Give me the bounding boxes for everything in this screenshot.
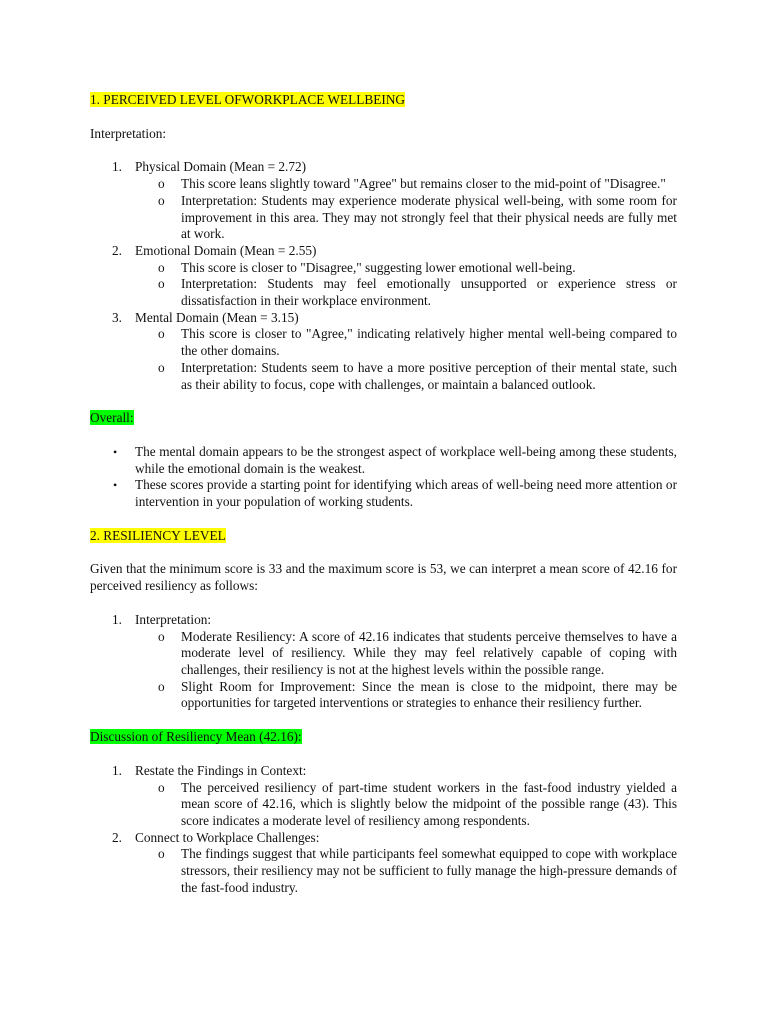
list-number: 2. [112,829,122,845]
sub-bullet-marker: o [158,678,165,694]
list-item-title: Interpretation: [135,611,212,627]
sub-list-item [90,260,677,277]
discussion-label: Discussion of Resiliency Mean (42.16): [90,729,302,745]
sub-list-item [90,360,677,393]
sub-bullet-marker: o [158,779,165,795]
sub-list-item-text: Interpretation: Students may feel emotionally unsupported or experience stress or dissatisfaction in their workplace environment. [181,276,677,309]
list-item-title: Mental Domain (Mean = 3.15) [135,309,299,325]
document-page [90,92,677,896]
sub-list-item-text: This score is closer to "Agree," indicating relatively higher mental well-being compared to the other domains. [181,326,677,359]
sub-list [90,846,677,896]
sub-list [90,176,677,243]
bullet-item-text: The mental domain appears to be the strongest aspect of workplace well-being among these students, while the emotional domain is the weakest. [135,443,677,476]
sub-list [90,326,677,393]
sub-bullet-marker: o [158,176,165,192]
sub-list-item-text: Moderate Resiliency: A score of 42.16 indicates that students perceive themselves to have a moderate level of resiliency. While they may feel relatively capable of coping with challenges, their resiliency is not at the highest levels within the possible range. [181,628,677,677]
list-item-title: Emotional Domain (Mean = 2.55) [135,242,317,258]
sub-bullet-marker: o [158,192,165,208]
sub-list-item [90,780,677,830]
discussion-heading [90,729,677,746]
list-number: 1. [112,611,122,627]
section-1-heading-text: 1. PERCEIVED LEVEL OFWORKPLACE WELLBEING [90,92,406,107]
list-item-interpretation [90,612,677,629]
overall-bullet-list [90,444,677,511]
sub-list-item-text: The perceived resiliency of part-time student workers in the fast-food industry yielded a mean score of 42.16, which is slightly below the midpoint of the possible range (43). This score indicates a moderate level of resiliency among respondents. [181,779,677,828]
list-item-title: Connect to Workplace Challenges: [135,829,320,845]
sub-list-item [90,326,677,359]
bullet-list-item [90,477,677,510]
sub-list-item [90,176,677,193]
sub-bullet-marker: o [158,359,165,375]
list-item-physical-domain [90,159,677,176]
sub-bullet-marker: o [158,276,165,292]
sub-list [90,260,677,310]
sub-list-item-text: Slight Room for Improvement: Since the mean is close to the midpoint, there may be opportunities for targeted interventions or strategies to enhance their resiliency further. [181,678,677,711]
list-number: 3. [112,309,122,325]
list-number: 1. [112,159,122,175]
section-2-heading [90,528,677,545]
overall-heading [90,410,677,427]
list-number: 2. [112,242,122,258]
section-1-heading [90,92,677,109]
sub-list-item-text: The findings suggest that while participants feel somewhat equipped to cope with workplace stressors, their resiliency may not be sufficient to fully manage the high-pressure demands of the fast-food industry. [181,846,677,895]
section-2-numbered-list [90,612,677,712]
sub-list [90,629,677,713]
interpretation-label: Interpretation: [90,125,167,141]
sub-bullet-marker: o [158,628,165,644]
list-item-workplace-challenges [90,830,677,847]
sub-bullet-marker: o [158,326,165,342]
overall-label: Overall: [90,410,134,426]
sub-list-item-text: Interpretation: Students seem to have a more positive perception of their mental state, such as their ability to focus, cope with challenges, or maintain a balanced outlook. [181,359,677,392]
section-2-heading-text: 2. RESILIENCY LEVEL [90,527,226,543]
bullet-list-item [90,444,677,477]
sub-bullet-marker: o [158,259,165,275]
section-1-numbered-list [90,159,677,393]
sub-list-item-text: This score leans slightly toward "Agree" but remains closer to the mid-point of "Disagree." [181,176,666,192]
sub-list-item [90,846,677,896]
discussion-numbered-list [90,763,677,897]
sub-list-item [90,629,677,679]
sub-bullet-marker: o [158,846,165,862]
sub-list [90,780,677,830]
resiliency-intro: Given that the minimum score is 33 and the maximum score is 53, we can interpret a mean score of 42.16 for perceived resiliency as follows: [90,561,677,594]
sub-list-item [90,193,677,243]
list-item-title: Physical Domain (Mean = 2.72) [135,159,307,175]
list-number: 1. [112,762,122,778]
list-item-mental-domain [90,310,677,327]
list-item-emotional-domain [90,243,677,260]
sub-list-item-text: Interpretation: Students may experience moderate physical well-being, with some room for improvement in this area. They may not strongly feel that their physical needs are fully met at work. [181,192,677,242]
sub-list-item-text: This score is closer to "Disagree," suggesting lower emotional well-being. [181,259,576,275]
bullet-marker: • [113,444,118,459]
bullet-marker: • [113,478,118,493]
list-item-restate-findings [90,763,677,780]
bullet-item-text: These scores provide a starting point for identifying which areas of well-being need more attention or intervention in your population of working students. [135,477,677,510]
sub-list-item [90,276,677,309]
sub-list-item [90,679,677,712]
list-item-title: Restate the Findings in Context: [135,762,307,778]
